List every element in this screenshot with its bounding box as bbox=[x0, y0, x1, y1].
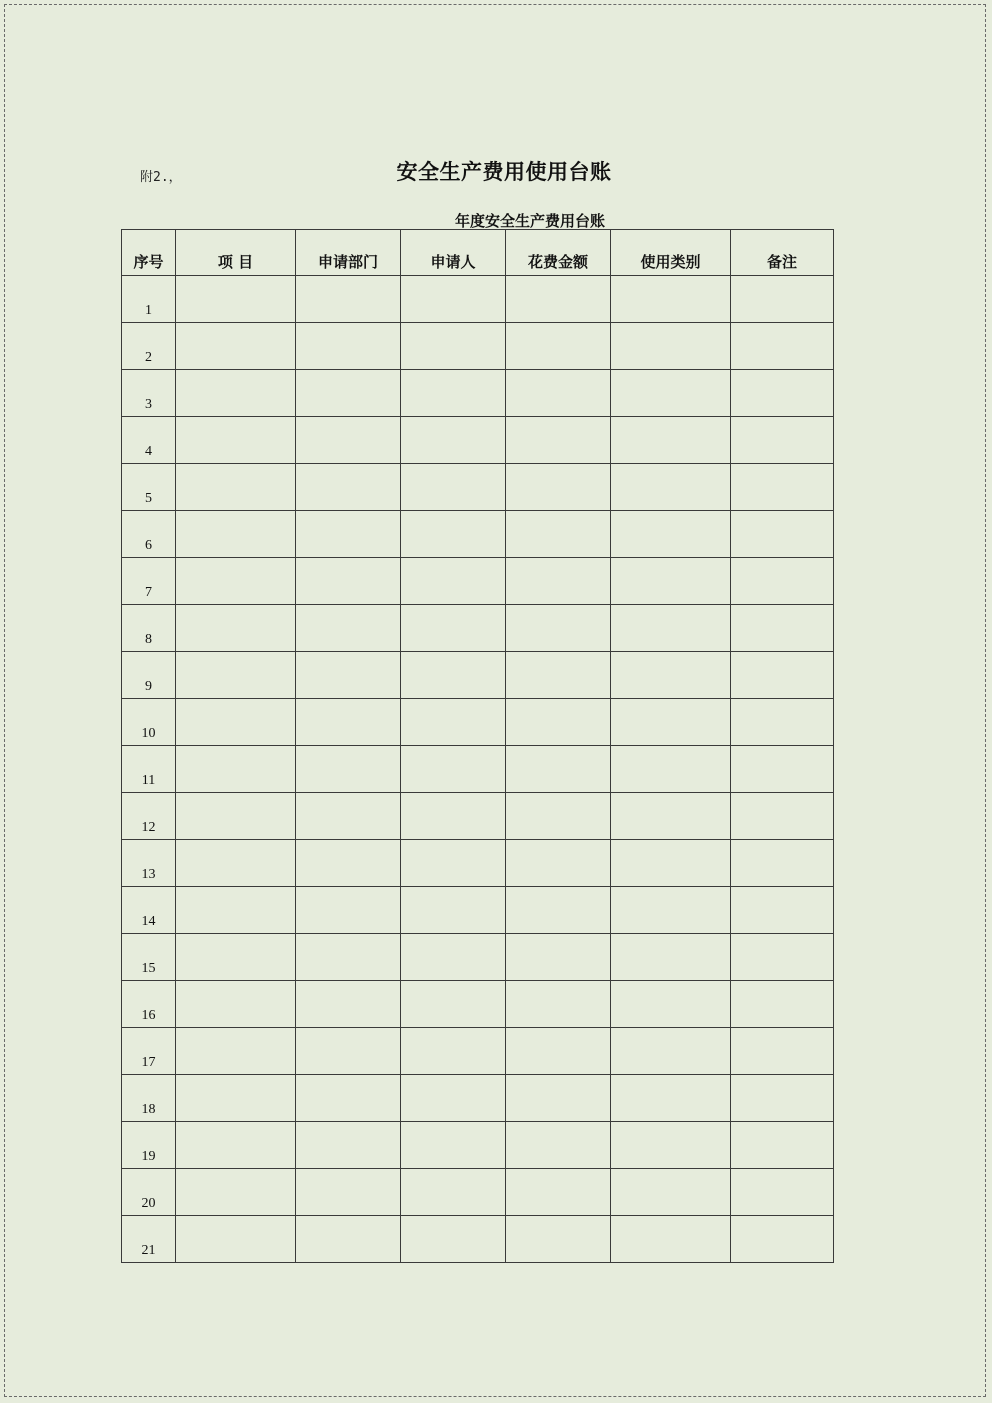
category-cell[interactable] bbox=[611, 887, 731, 934]
applicant-cell[interactable] bbox=[401, 511, 506, 558]
item-cell[interactable] bbox=[176, 558, 296, 605]
applicant-cell[interactable] bbox=[401, 1075, 506, 1122]
category-cell[interactable] bbox=[611, 1122, 731, 1169]
applicant-cell[interactable] bbox=[401, 1122, 506, 1169]
applicant-cell[interactable] bbox=[401, 840, 506, 887]
item-cell[interactable] bbox=[176, 1075, 296, 1122]
table-row bbox=[122, 370, 834, 417]
amount-cell[interactable] bbox=[506, 1122, 611, 1169]
category-cell[interactable] bbox=[611, 370, 731, 417]
column-header-item: 项 目 bbox=[176, 230, 296, 276]
item-cell[interactable] bbox=[176, 1216, 296, 1263]
amount-cell[interactable] bbox=[506, 934, 611, 981]
table-row bbox=[122, 323, 834, 370]
table-row bbox=[122, 981, 834, 1028]
department-cell[interactable] bbox=[296, 793, 401, 840]
applicant-cell[interactable] bbox=[401, 793, 506, 840]
applicant-cell[interactable] bbox=[401, 934, 506, 981]
amount-cell[interactable] bbox=[506, 1216, 611, 1263]
row-number: 20 bbox=[122, 1169, 176, 1216]
category-cell[interactable] bbox=[611, 605, 731, 652]
applicant-cell[interactable] bbox=[401, 887, 506, 934]
remarks-cell[interactable] bbox=[731, 746, 834, 793]
item-cell[interactable] bbox=[176, 887, 296, 934]
row-number: 2 bbox=[122, 323, 176, 370]
table-row bbox=[122, 1122, 834, 1169]
department-cell[interactable] bbox=[296, 1216, 401, 1263]
item-cell[interactable] bbox=[176, 652, 296, 699]
item-cell[interactable] bbox=[176, 605, 296, 652]
amount-cell[interactable] bbox=[506, 605, 611, 652]
category-cell[interactable] bbox=[611, 981, 731, 1028]
table-row bbox=[122, 276, 834, 323]
remarks-cell[interactable] bbox=[731, 840, 834, 887]
remarks-cell[interactable] bbox=[731, 1122, 834, 1169]
category-cell[interactable] bbox=[611, 323, 731, 370]
row-number: 4 bbox=[122, 417, 176, 464]
table-row bbox=[122, 887, 834, 934]
item-cell[interactable] bbox=[176, 464, 296, 511]
amount-cell[interactable] bbox=[506, 323, 611, 370]
remarks-cell[interactable] bbox=[731, 558, 834, 605]
table-row bbox=[122, 793, 834, 840]
table-header-row bbox=[122, 230, 834, 276]
amount-cell[interactable] bbox=[506, 417, 611, 464]
applicant-cell[interactable] bbox=[401, 605, 506, 652]
category-cell[interactable] bbox=[611, 1169, 731, 1216]
remarks-cell[interactable] bbox=[731, 323, 834, 370]
table-row bbox=[122, 1028, 834, 1075]
category-cell[interactable] bbox=[611, 1075, 731, 1122]
amount-cell[interactable] bbox=[506, 840, 611, 887]
column-header-seq: 序号 bbox=[122, 230, 176, 276]
remarks-cell[interactable] bbox=[731, 1075, 834, 1122]
item-cell[interactable] bbox=[176, 793, 296, 840]
row-number: 3 bbox=[122, 370, 176, 417]
row-number: 12 bbox=[122, 793, 176, 840]
item-cell[interactable] bbox=[176, 511, 296, 558]
applicant-cell[interactable] bbox=[401, 1216, 506, 1263]
attachment-note: 附2.， bbox=[140, 170, 182, 185]
category-cell[interactable] bbox=[611, 840, 731, 887]
row-number: 7 bbox=[122, 558, 176, 605]
amount-cell[interactable] bbox=[506, 793, 611, 840]
ledger-body bbox=[122, 276, 834, 1263]
table-row bbox=[122, 840, 834, 887]
category-cell[interactable] bbox=[611, 793, 731, 840]
amount-cell[interactable] bbox=[506, 981, 611, 1028]
row-number: 15 bbox=[122, 934, 176, 981]
remarks-cell[interactable] bbox=[731, 887, 834, 934]
category-cell[interactable] bbox=[611, 276, 731, 323]
applicant-cell[interactable] bbox=[401, 417, 506, 464]
department-cell[interactable] bbox=[296, 417, 401, 464]
department-cell[interactable] bbox=[296, 840, 401, 887]
amount-cell[interactable] bbox=[506, 699, 611, 746]
department-cell[interactable] bbox=[296, 323, 401, 370]
department-cell[interactable] bbox=[296, 511, 401, 558]
column-header-category: 使用类别 bbox=[611, 230, 731, 276]
department-cell[interactable] bbox=[296, 605, 401, 652]
row-number: 18 bbox=[122, 1075, 176, 1122]
item-cell[interactable] bbox=[176, 1028, 296, 1075]
applicant-cell[interactable] bbox=[401, 370, 506, 417]
row-number: 13 bbox=[122, 840, 176, 887]
row-number: 19 bbox=[122, 1122, 176, 1169]
applicant-cell[interactable] bbox=[401, 1169, 506, 1216]
category-cell[interactable] bbox=[611, 746, 731, 793]
item-cell[interactable] bbox=[176, 417, 296, 464]
row-number: 17 bbox=[122, 1028, 176, 1075]
applicant-cell[interactable] bbox=[401, 464, 506, 511]
department-cell[interactable] bbox=[296, 1028, 401, 1075]
table-row bbox=[122, 511, 834, 558]
item-cell[interactable] bbox=[176, 1122, 296, 1169]
row-number: 9 bbox=[122, 652, 176, 699]
department-cell[interactable] bbox=[296, 699, 401, 746]
department-cell[interactable] bbox=[296, 981, 401, 1028]
item-cell[interactable] bbox=[176, 276, 296, 323]
applicant-cell[interactable] bbox=[401, 558, 506, 605]
document-title: 安全生产费用使用台账 bbox=[396, 160, 612, 184]
column-header-department: 申请部门 bbox=[296, 230, 401, 276]
applicant-cell[interactable] bbox=[401, 323, 506, 370]
row-number: 8 bbox=[122, 605, 176, 652]
remarks-cell[interactable] bbox=[731, 605, 834, 652]
department-cell[interactable] bbox=[296, 276, 401, 323]
table-row bbox=[122, 746, 834, 793]
department-cell[interactable] bbox=[296, 934, 401, 981]
table-row bbox=[122, 699, 834, 746]
remarks-cell[interactable] bbox=[731, 981, 834, 1028]
remarks-cell[interactable] bbox=[731, 370, 834, 417]
applicant-cell[interactable] bbox=[401, 652, 506, 699]
department-cell[interactable] bbox=[296, 652, 401, 699]
row-number: 6 bbox=[122, 511, 176, 558]
applicant-cell[interactable] bbox=[401, 699, 506, 746]
row-number: 5 bbox=[122, 464, 176, 511]
table-row bbox=[122, 1169, 834, 1216]
amount-cell[interactable] bbox=[506, 558, 611, 605]
item-cell[interactable] bbox=[176, 840, 296, 887]
amount-cell[interactable] bbox=[506, 1028, 611, 1075]
table-row bbox=[122, 605, 834, 652]
item-cell[interactable] bbox=[176, 934, 296, 981]
department-cell[interactable] bbox=[296, 746, 401, 793]
remarks-cell[interactable] bbox=[731, 511, 834, 558]
item-cell[interactable] bbox=[176, 370, 296, 417]
table-row bbox=[122, 464, 834, 511]
amount-cell[interactable] bbox=[506, 370, 611, 417]
category-cell[interactable] bbox=[611, 652, 731, 699]
item-cell[interactable] bbox=[176, 981, 296, 1028]
column-header-remarks: 备注 bbox=[731, 230, 834, 276]
amount-cell[interactable] bbox=[506, 652, 611, 699]
category-cell[interactable] bbox=[611, 699, 731, 746]
table-row bbox=[122, 934, 834, 981]
amount-cell[interactable] bbox=[506, 887, 611, 934]
table-row bbox=[122, 1216, 834, 1263]
category-cell[interactable] bbox=[611, 558, 731, 605]
table-row bbox=[122, 652, 834, 699]
column-header-amount: 花费金额 bbox=[506, 230, 611, 276]
amount-cell[interactable] bbox=[506, 1169, 611, 1216]
row-number: 14 bbox=[122, 887, 176, 934]
row-number: 16 bbox=[122, 981, 176, 1028]
applicant-cell[interactable] bbox=[401, 276, 506, 323]
column-header-applicant: 申请人 bbox=[401, 230, 506, 276]
remarks-cell[interactable] bbox=[731, 1028, 834, 1075]
row-number: 11 bbox=[122, 746, 176, 793]
amount-cell[interactable] bbox=[506, 276, 611, 323]
remarks-cell[interactable] bbox=[731, 793, 834, 840]
row-number: 1 bbox=[122, 276, 176, 323]
amount-cell[interactable] bbox=[506, 464, 611, 511]
ledger-table bbox=[121, 229, 834, 1263]
remarks-cell[interactable] bbox=[731, 1169, 834, 1216]
department-cell[interactable] bbox=[296, 558, 401, 605]
table-subtitle: 年度安全生产费用台账 bbox=[455, 212, 606, 230]
table-row bbox=[122, 417, 834, 464]
remarks-cell[interactable] bbox=[731, 276, 834, 323]
table-row bbox=[122, 1075, 834, 1122]
category-cell[interactable] bbox=[611, 1028, 731, 1075]
row-number: 10 bbox=[122, 699, 176, 746]
department-cell[interactable] bbox=[296, 887, 401, 934]
category-cell[interactable] bbox=[611, 511, 731, 558]
department-cell[interactable] bbox=[296, 1169, 401, 1216]
category-cell[interactable] bbox=[611, 934, 731, 981]
applicant-cell[interactable] bbox=[401, 1028, 506, 1075]
department-cell[interactable] bbox=[296, 370, 401, 417]
remarks-cell[interactable] bbox=[731, 652, 834, 699]
remarks-cell[interactable] bbox=[731, 699, 834, 746]
department-cell[interactable] bbox=[296, 1122, 401, 1169]
applicant-cell[interactable] bbox=[401, 746, 506, 793]
category-cell[interactable] bbox=[611, 464, 731, 511]
category-cell[interactable] bbox=[611, 417, 731, 464]
remarks-cell[interactable] bbox=[731, 464, 834, 511]
item-cell[interactable] bbox=[176, 746, 296, 793]
amount-cell[interactable] bbox=[506, 511, 611, 558]
applicant-cell[interactable] bbox=[401, 981, 506, 1028]
item-cell[interactable] bbox=[176, 699, 296, 746]
table-row bbox=[122, 558, 834, 605]
row-number: 21 bbox=[122, 1216, 176, 1263]
remarks-cell[interactable] bbox=[731, 1216, 834, 1263]
amount-cell[interactable] bbox=[506, 1075, 611, 1122]
department-cell[interactable] bbox=[296, 1075, 401, 1122]
remarks-cell[interactable] bbox=[731, 934, 834, 981]
amount-cell[interactable] bbox=[506, 746, 611, 793]
item-cell[interactable] bbox=[176, 1169, 296, 1216]
item-cell[interactable] bbox=[176, 323, 296, 370]
category-cell[interactable] bbox=[611, 1216, 731, 1263]
department-cell[interactable] bbox=[296, 464, 401, 511]
remarks-cell[interactable] bbox=[731, 417, 834, 464]
